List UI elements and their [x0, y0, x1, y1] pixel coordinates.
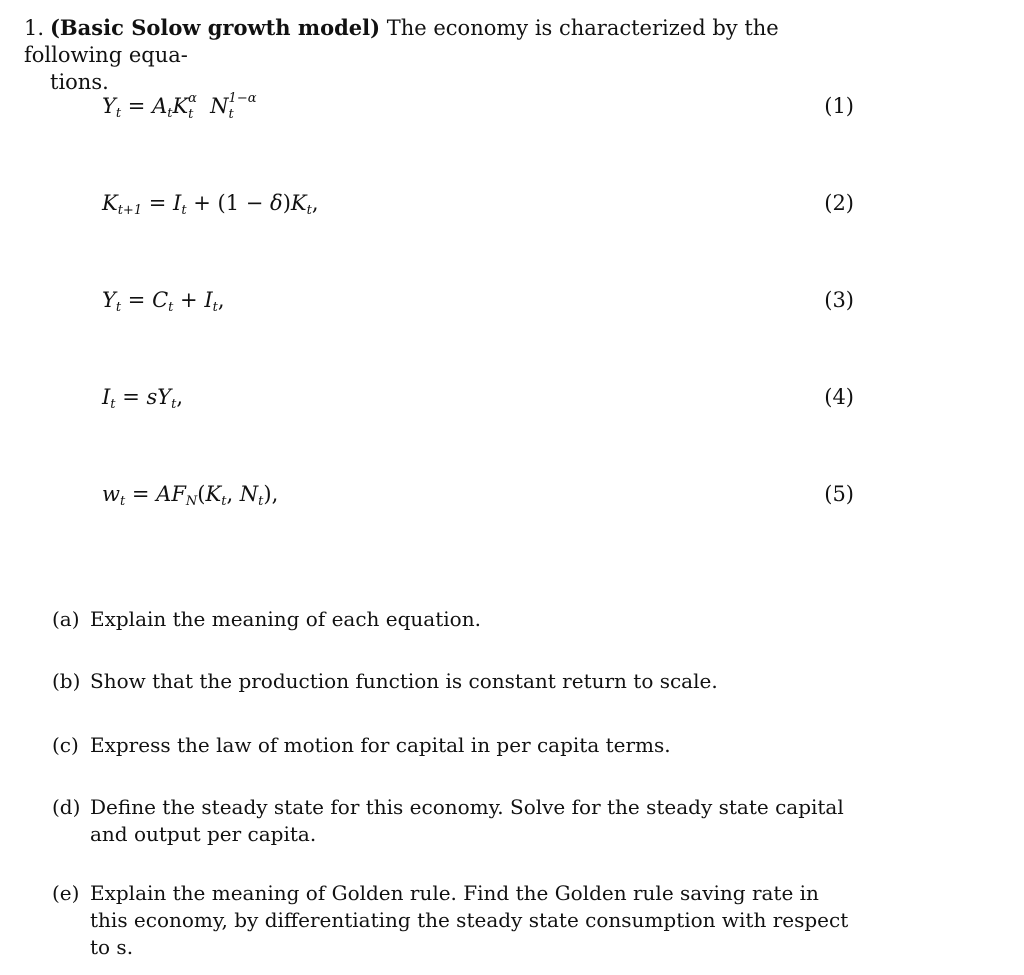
part-a-label: (a): [52, 607, 80, 631]
equation-1-tag: (1): [824, 94, 854, 118]
part-b: [52, 668, 862, 695]
equation-1: [102, 91, 854, 126]
part-d-text: Define the steady state for this economy. Solve for the steady state capital and output per capita.: [90, 795, 844, 846]
equation-2: [102, 191, 854, 223]
equation-4-math: $I_t = sY_t$,: [102, 385, 184, 412]
equation-2-tag: (2): [824, 191, 854, 215]
part-a-text: Explain the meaning of each equation.: [90, 607, 481, 631]
equation-5-math: $w_t = AF_N(K_t$, $N_t$),: [102, 482, 279, 509]
equation-3: [102, 288, 854, 320]
part-b-label: (b): [52, 669, 81, 693]
part-d-label: (d): [52, 795, 81, 819]
equation-5-tag: (5): [824, 482, 854, 506]
equation-3-math: $Y_t = C_t + I_t$,: [102, 288, 225, 315]
problem-title: (Basic Solow growth model): [50, 15, 381, 40]
problem-intro-cont: tions.: [50, 70, 109, 94]
part-c-text: Express the law of motion for capital in per capita terms.: [90, 733, 671, 757]
equation-5: [102, 482, 854, 514]
problem-intro: The economy is characterized by the following equa-: [24, 16, 779, 67]
part-c-label: (c): [52, 733, 79, 757]
equation-4: [102, 385, 854, 417]
part-b-text: Show that the production function is constant return to scale.: [90, 669, 718, 693]
equation-3-tag: (3): [824, 288, 854, 312]
part-c: [52, 732, 862, 759]
equation-1-math: $Y_t = A_tK$ α t N 1−α t: [102, 91, 257, 122]
part-e-label: (e): [52, 881, 80, 905]
problem-header: [24, 14, 864, 96]
equation-2-math: $K_{t+1} = I_t + (1 - \delta)K_t$,: [102, 191, 319, 218]
problem-number: 1.: [24, 16, 45, 40]
part-e-text: Explain the meaning of Golden rule. Find the Golden rule saving rate in this economy, by differentiating the steady state consumption with respect to s.: [90, 881, 849, 959]
part-a: [52, 606, 862, 633]
part-e: [52, 880, 862, 961]
part-d: [52, 794, 862, 848]
equation-4-tag: (4): [824, 385, 854, 409]
